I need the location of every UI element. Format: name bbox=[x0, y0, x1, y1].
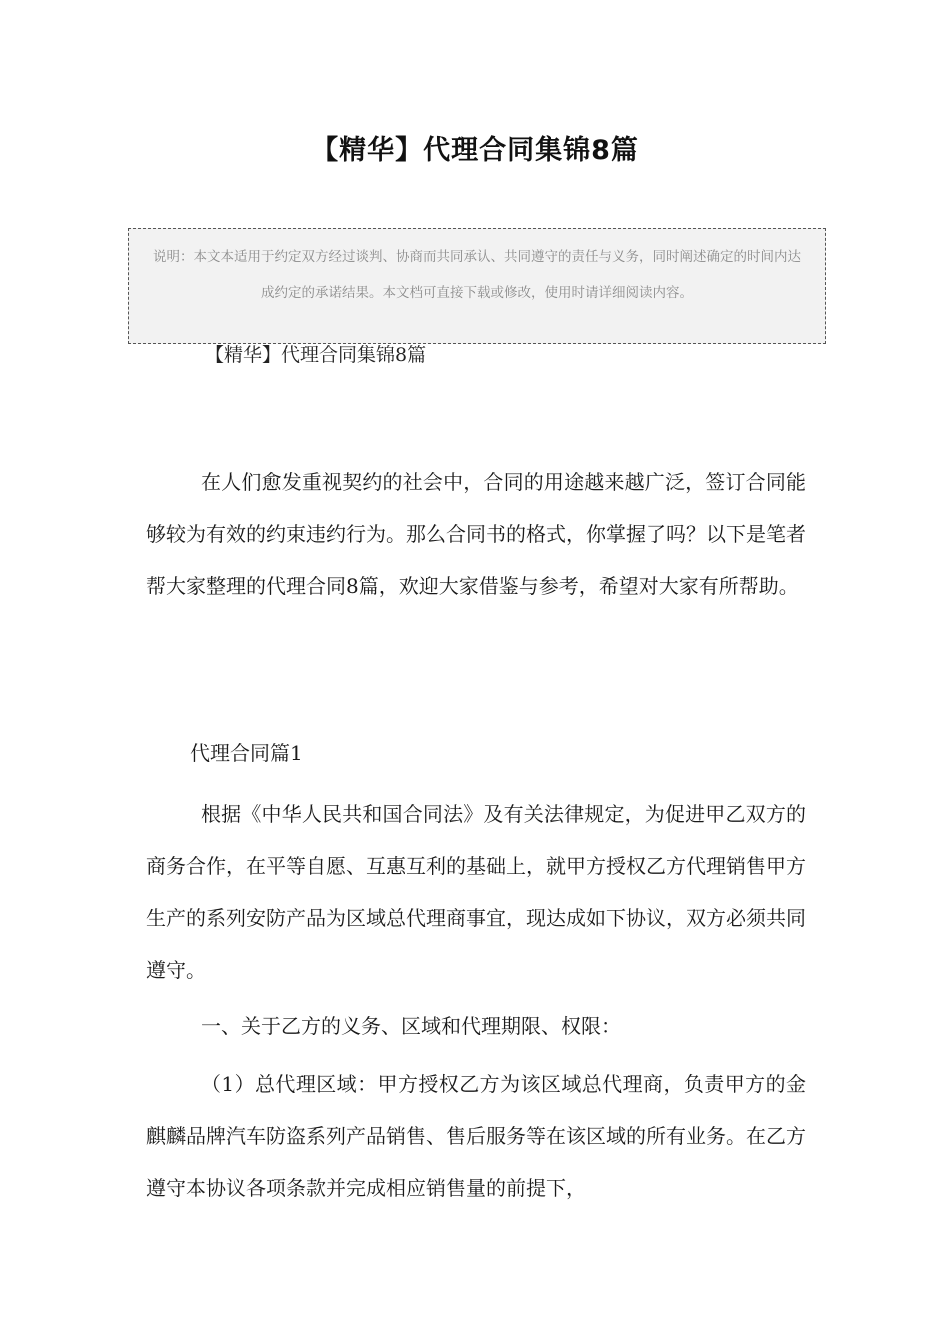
section-paragraph: 一、关于乙方的义务、区域和代理期限、权限： bbox=[201, 1014, 621, 1038]
notice-text: 说明：本文本适用于约定双方经过谈判、协商而共同承认、共同遵守的责任与义务，同时阐述确定的时间内达成约定的承诺结果。本文档可直接下载或修改，使用时请详细阅读内容。 bbox=[153, 249, 801, 301]
section-paragraph: 根据《中华人民共和国合同法》及有关法律规定，为促进甲乙双方的商务合作，在平等自愿、互惠互利的基础上，就甲方授权乙方代理销售甲方生产的系列安防产品为区域总代理商事宜，现达成如下协议，双方必须共同遵守。 bbox=[146, 802, 806, 982]
document-title: 【精华】代理合同集锦8篇 bbox=[311, 135, 639, 166]
notice-box bbox=[128, 228, 826, 344]
intro-paragraph: 在人们愈发重视契约的社会中，合同的用途越来越广泛，签订合同能够较为有效的约束违约行为。那么合同书的格式，你掌握了吗？以下是笔者帮大家整理的代理合同8篇，欢迎大家借鉴与参考，希望对大家有所帮助。 bbox=[146, 470, 806, 598]
section-paragraph: （1）总代理区域：甲方授权乙方为该区域总代理商，负责甲方的金麒麟品牌汽车防盗系列产品销售、售后服务等在该区域的所有业务。在乙方遵守本协议各项条款并完成相应销售量的前提下， bbox=[146, 1072, 806, 1200]
section-title: 代理合同篇1 bbox=[190, 741, 303, 765]
document-subtitle: 【精华】代理合同集锦8篇 bbox=[205, 344, 427, 366]
